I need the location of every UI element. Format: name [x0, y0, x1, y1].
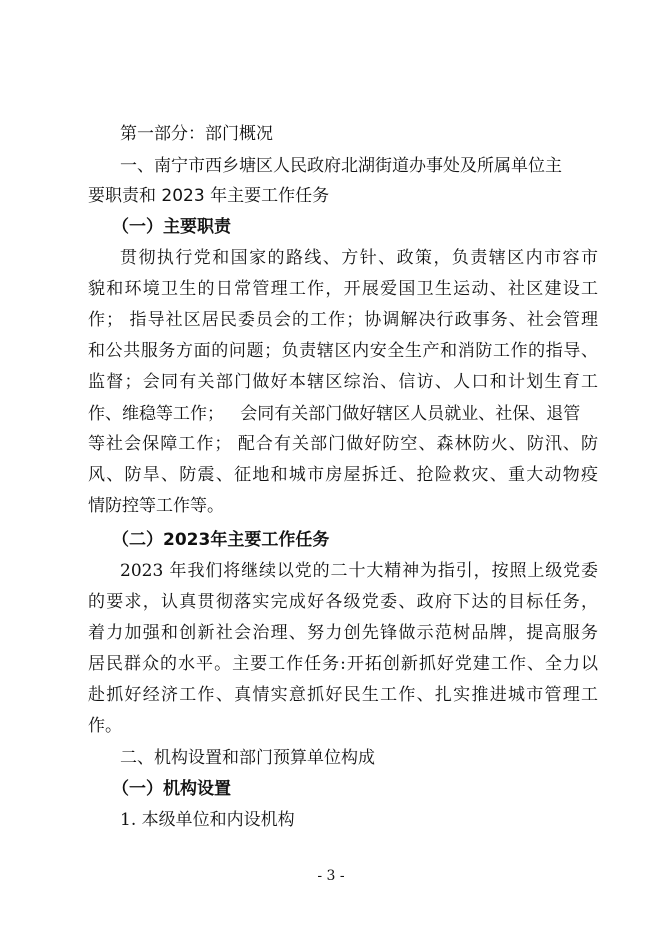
sub1-line: 和公共服务方面的问题；负责辖区内安全生产和消防工作的指导、 — [88, 341, 598, 361]
sub1-title: （一）主要职责 — [112, 217, 231, 237]
section1-title-line1: 一、南宁市西乡塘区人民政府北湖街道办事处及所属单位主 — [120, 156, 562, 176]
page-number: - 3 - — [317, 868, 345, 884]
sub2-line: 作。 — [88, 716, 122, 736]
sub1-line: 贯彻执行党和国家的路线、方针、政策，负责辖区内市容市 — [120, 248, 598, 268]
sub2-line: 2023 年我们将继续以党的二十大精神为指引，按照上级党委 — [120, 561, 598, 581]
part-title: 第一部分：部门概况 — [120, 124, 273, 144]
sec2-sub1-title: （一）机构设置 — [112, 779, 231, 799]
sub1-line: 貌和环境卫生的日常管理工作，开展爱国卫生运动、社区建设工 — [88, 279, 598, 299]
sub2-line: 居民群众的水平。主要工作任务:开拓创新抓好党建工作、全力以 — [88, 654, 598, 674]
sub1-line: 风、防旱、防震、征地和城市房屋拆迁、抢险救灾、重大动物疫 — [88, 465, 598, 485]
sub1-line: 监督；会同有关部门做好本辖区综治、信访、人口和计划生育工 — [88, 372, 598, 392]
sub2-line: 的要求，认真贯彻落实完成好各级党委、政府下达的目标任务， — [88, 592, 598, 612]
sub1-line: 作、维稳等工作； 会同有关部门做好辖区人员就业、社保、退管 — [88, 404, 581, 424]
sub1-line: 情防控等工作等。 — [88, 496, 224, 516]
sec2-item1: 1. 本级单位和内设机构 — [120, 810, 295, 830]
sub2-line: 着力加强和创新社会治理、努力创先锋做示范树品牌，提高服务 — [88, 623, 598, 643]
sub2-line: 赴抓好经济工作、真情实意抓好民生工作、扎实推进城市管理工 — [88, 685, 598, 705]
sub1-line: 等社会保障工作； 配合有关部门做好防空、森林防火、防汛、防 — [88, 434, 598, 454]
section1-title-line2: 要职责和 2023 年主要工作任务 — [88, 186, 330, 206]
section2-title: 二、机构设置和部门预算单位构成 — [120, 748, 375, 768]
sub1-line: 作； 指导社区居民委员会的工作；协调解决行政事务、社会管理 — [88, 310, 598, 330]
sub2-title: （二）2023年主要工作任务 — [112, 530, 330, 550]
